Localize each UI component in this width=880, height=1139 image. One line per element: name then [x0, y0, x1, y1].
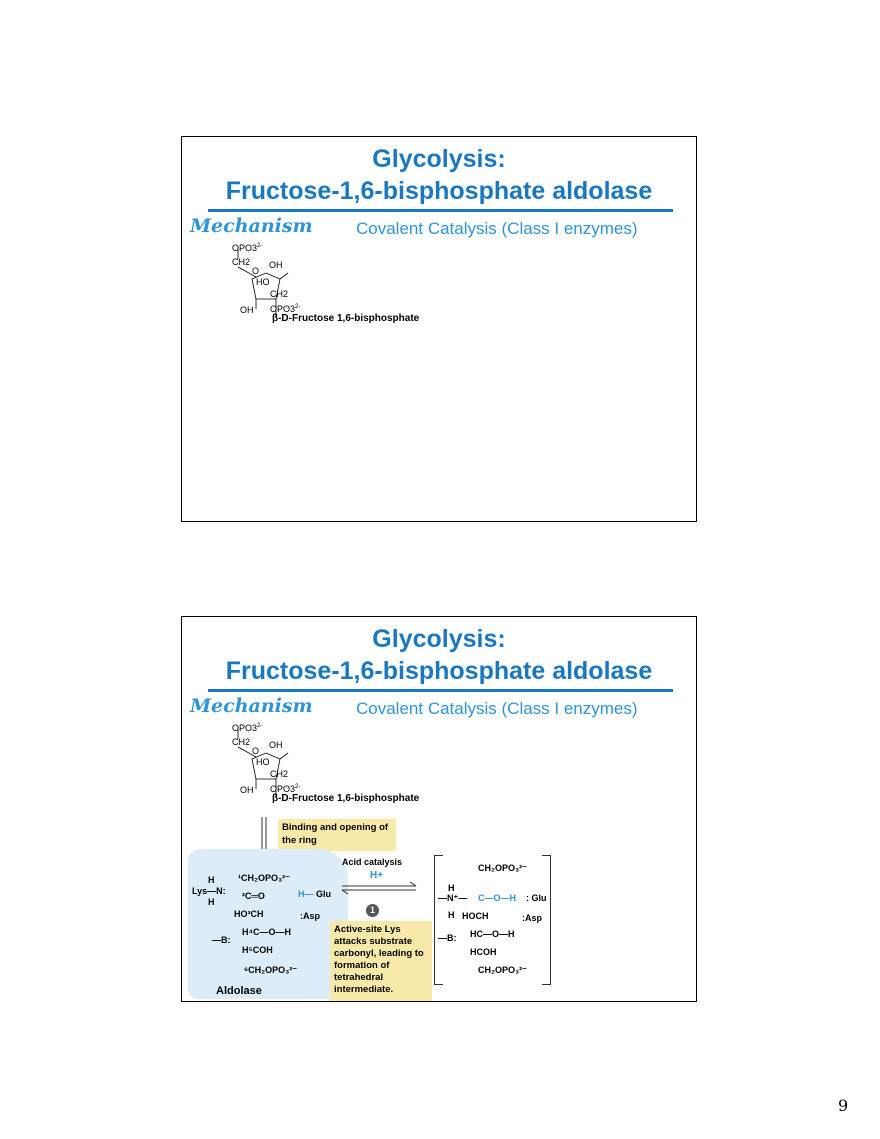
aldolase-active-site	[188, 849, 348, 999]
right-ch2-top: CH₂OPO₃²⁻	[478, 863, 527, 873]
slide-title-line1: Glycolysis:	[372, 145, 506, 173]
reaction-arrow-icon	[340, 881, 420, 895]
acid-catalysis-label: Acid catalysis	[342, 857, 403, 867]
title-rule	[208, 209, 673, 212]
c5-group: H⁵COH	[242, 945, 273, 955]
c3-group: HO³CH	[234, 909, 264, 919]
aldolase-label: Aldolase	[216, 985, 262, 997]
opo3-top-label: $OPO3^{2-}$	[232, 243, 263, 253]
right-hoch: HOCH	[462, 911, 489, 921]
c4-group: H⁴C—O—H	[242, 927, 291, 937]
slide-title-line2: Fructose-1,6-bisphosphate aldolase	[225, 657, 653, 685]
slide-title-line1: Glycolysis:	[372, 625, 506, 653]
oh-right-label: OH	[269, 740, 283, 750]
ch2-top-label: CH2	[232, 257, 251, 267]
right-h-bottom: H	[448, 910, 455, 920]
mechanism-heading: Mechanism	[190, 215, 313, 237]
lys-nitrogen: Lys—N:	[192, 886, 226, 896]
oh-bottom-label: OH	[240, 305, 254, 315]
title-rule	[208, 689, 673, 692]
page-number: 9	[838, 1096, 849, 1115]
mechanism-heading: Mechanism	[190, 695, 313, 717]
right-glu: : Glu	[526, 893, 547, 903]
intermediate-bracket-right	[542, 855, 551, 985]
slide-subtitle: Covalent Catalysis (Class I enzymes)	[356, 219, 638, 238]
c2-carbonyl: ²C═O	[242, 891, 265, 901]
slide-2	[181, 616, 697, 1002]
ring-oxygen-label: O	[252, 266, 260, 276]
ch2-bottom-label: CH2	[270, 289, 289, 299]
intermediate-bracket-left	[434, 855, 443, 985]
ch2-top-label: CH2	[232, 737, 251, 747]
ho-label: HO	[256, 757, 270, 767]
c1-group: ¹CH₂OPO₃²⁻	[238, 873, 290, 883]
opo3-top-label: $OPO3^{2-}$	[232, 723, 263, 733]
lys-h-top: H	[208, 875, 215, 885]
opo3-bottom-label: $OPO3^{2-}$	[270, 784, 301, 794]
oh-right-label: OH	[269, 260, 283, 270]
right-h-top: H	[448, 883, 455, 893]
h-plus-label: H+	[370, 870, 384, 881]
opo3-bottom-label: $OPO3^{2-}$	[270, 304, 301, 314]
slide-1	[181, 136, 697, 522]
right-hcoh1: HC—O—H	[470, 929, 515, 939]
right-ch2-bottom: CH₂OPO₃²⁻	[478, 965, 527, 975]
right-base: —B:	[438, 933, 457, 943]
right-c-oh: C—O—H	[478, 893, 516, 903]
step-number-badge: 1	[366, 904, 379, 917]
right-hcoh2: HCOH	[470, 947, 497, 957]
asp-label: :Asp	[300, 911, 320, 921]
binding-step-label: Binding and opening of the ring	[278, 819, 396, 851]
ring-oxygen-label: O	[252, 746, 260, 756]
molecule-name: β-D-Fructose 1,6-bisphosphate	[272, 793, 420, 804]
slide-title-line2: Fructose-1,6-bisphosphate aldolase	[225, 177, 653, 205]
lys-h-bottom: H	[208, 897, 215, 907]
glu-proton: H—	[298, 889, 314, 899]
ch2-bottom-label: CH2	[270, 769, 289, 779]
glu-label: Glu	[316, 889, 331, 899]
ho-label: HO	[256, 277, 270, 287]
slide-subtitle: Covalent Catalysis (Class I enzymes)	[356, 699, 638, 718]
base-left: —B:	[212, 935, 231, 945]
step-description: Active-site Lys attacks substrate carbonyl, leading to formation of tetrahedral intermediate.	[330, 921, 432, 1002]
oh-bottom-label: OH	[240, 785, 254, 795]
right-n-plus: —N⁺—	[438, 893, 468, 903]
right-asp: :Asp	[522, 913, 542, 923]
molecule-name: β-D-Fructose 1,6-bisphosphate	[272, 313, 420, 324]
c6-group: ⁶CH₂OPO₃²⁻	[244, 965, 298, 975]
